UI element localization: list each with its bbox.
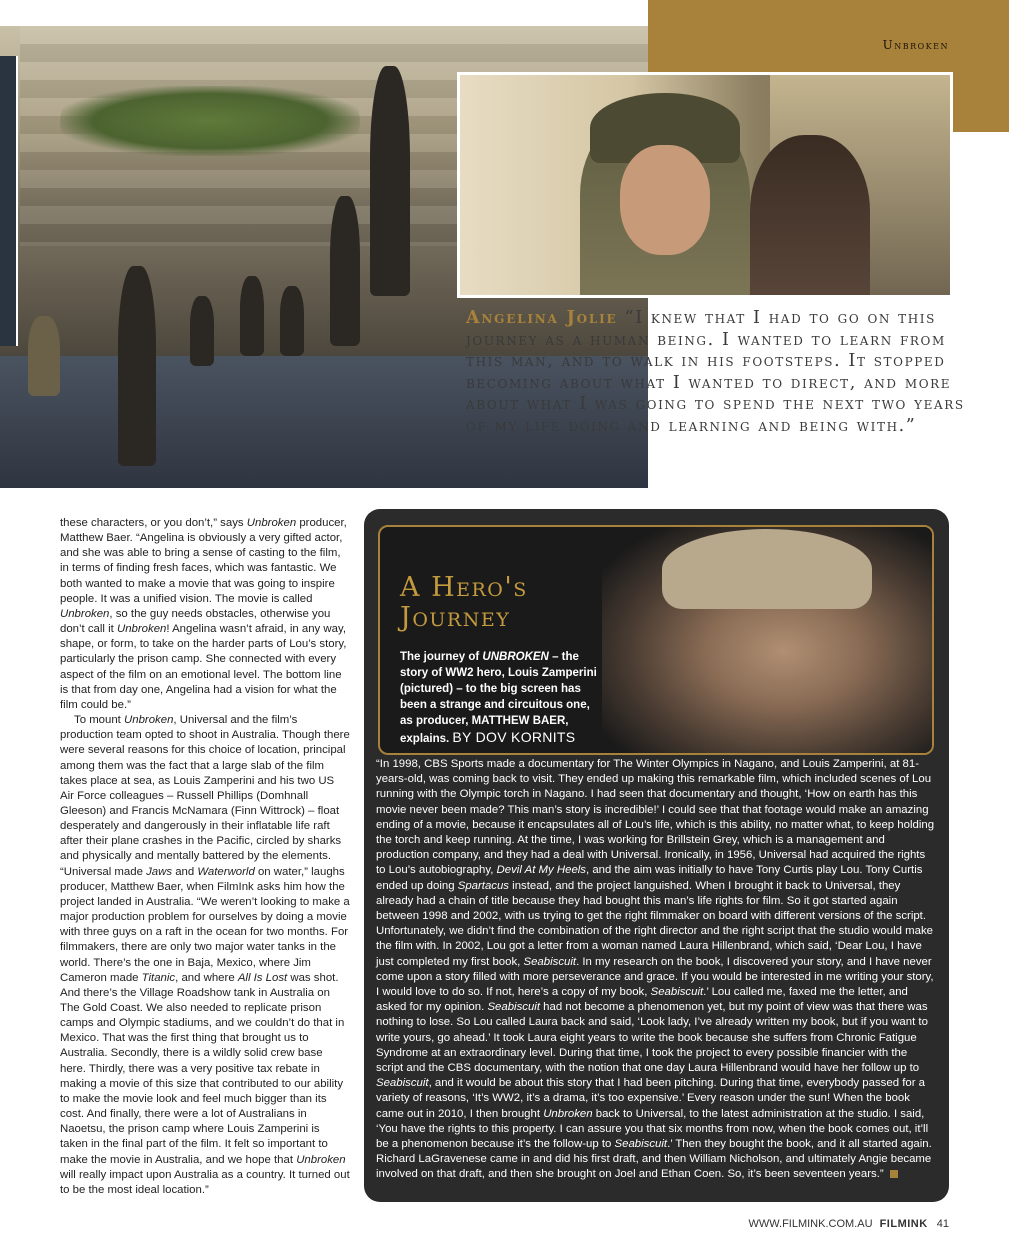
end-mark-icon xyxy=(890,1170,898,1178)
sidebar-box xyxy=(364,509,949,1202)
portrait-photo xyxy=(602,527,932,753)
footer-url[interactable]: WWW.FILMINK.COM.AU xyxy=(748,1218,873,1230)
pull-quote-speaker: Angelina Jolie xyxy=(466,308,618,328)
article-paragraph: these characters, or you don’t,” says Unbroken producer, Matthew Baer. “Angelina is obviously a very gifted actor, and she was able to bring a sense of casting to the film, in terms of finding fresh faces, which was fantastic. We both wanted to make a movie that was going to inspire people. It was a unified vision. The movie is called Unbroken, so the guy needs obstacles, otherwise you don’t call it Unbroken! Angelina wasn’t afraid, in any way, shape, or form, to take on the harder parts of Lou’s story, particularly the prison camp. She connected with every aspect of the film on an emotional level. The bottom line is that from day one, Angelina had a vision for what the film could be.” xyxy=(60,517,347,711)
pull-quote-text: “I knew that I had to go on this journey as a human being. I wanted to learn from this man, and to walk in his footsteps. It stopped becoming about what I wanted to direct, and more about what I was going to spend the next two years of my life doing and learning and being with.” xyxy=(466,308,965,436)
page-number: 41 xyxy=(936,1218,949,1230)
page-footer xyxy=(748,1218,949,1230)
footer-brand: FILMINK xyxy=(879,1218,928,1230)
article-body xyxy=(60,516,350,1198)
sidebar-title: A Hero's Journey xyxy=(400,572,528,633)
inset-photo xyxy=(457,72,953,298)
sidebar-body: “In 1998, CBS Sports made a documentary for The Winter Olympics in Nagano, and Louis Zamperini, at 81-years-old, was coming back to visit. They ended up making this remarkable film, which included scenes of Lou running with the Olympic torch in Nagano. I had seen that documentary and thought, ‘How on earth has this movie never been made? This man’s story is incredible!’ I could see that that footage would make an amazing ending of a movie, because it encapsulates all of Lou’s life, which is this ability, no matter what, to keep holding the torch and keep running. At the time, I was working for Brillstein Grey, which is a management and production company, and they had a deal with Universal. Ironically, in 1956, Universal had acquired the rights to Lou’s autobiography, Devil At My Heels, and the aim was initially to have Tony Curtis play Lou. Tony Curtis ended up doing Spartacus instead, and the project languished. When I brought it back to Universal, they already had a chain of title because they had bought this man’s life rights for film. So it got started again between 1998 and 2002, with us trying to get the right filmmaker on board with different versions of the script. Unfortunately, we didn’t find the combination of the right director and the right script that the studio would make the film with. In 2002, Lou got a letter from a woman named Laura Hillenbrand, which said, ‘Dear Lou, I have just completed my first book, Seabiscuit. In my research on the book, I discovered your story, and I have never come upon a story filled with more perseverance and grace. If you would be interested in me writing your story, I would love to do so. If not, here’s a copy of my book, Seabiscuit.’ Lou called me, faxed me the letter, and asked for my opinion. Seabiscuit had not become a phenomenon yet, but my point of view was that there was nothing to lose. So Lou called Laura back and said, ‘Look lady, I’ve already written my book, but if you want to write yours, go ahead.’ It took Laura eight years to write the book because she suffers from Chronic Fatigue Syndrome at an extraordinary level. During that time, I took the project to every possible financier with the script and the CBS documentary, with the notion that one day Laura Hillenbrand would have her follow up to Seabiscuit, and it would be about this story that I had been pitching. During that time, everybody passed for a variety of reasons, ‘It’s WW2, it’s a drama, it’s too expensive.’ Every reason under the sun! When the book came out in 2010, I then brought Unbroken back to Universal, to the latest administration at the studio. I said, ‘You have the rights to this property. I can assure you that six months from now, when the book comes out, it’ll be a phenomenon because it’s the follow-up to Seabiscuit.’ Then they bought the book, and it all started again. Richard LaGravenese came in and did his first draft, and then William Nicholson, and ultimately Angie became involved on that draft, and then she brought on Joel and Ethan Coen. So, it’s been seventeen years.” xyxy=(376,758,935,1181)
pull-quote xyxy=(466,308,986,437)
section-label: Unbroken xyxy=(882,38,949,52)
sidebar-header xyxy=(378,525,934,755)
article-paragraph: To mount Unbroken, Universal and the film’s production team opted to shoot in Australia. Though there were several reasons for this choice of location, principal among them was the fact that a large slab of the film takes place at sea, as Louis Zamperini and his two US Air Force colleagues – Russell Phillips (Domhnall Gleeson) and Francis McNamara (Finn Wittrock) – float desperately and dangerously in their inflatable life raft after their plane crashes in the Pacific, circled by sharks and physically and mentally battered by the elements. “Universal made Jaws and Waterworld on water,” laughs producer, Matthew Baer, when FilmInk asks him how the project landed in Australia. “We weren’t looking to make a major production problem for ourselves by doing a movie with three guys on a raft in the ocean for two months. For filmmakers, there are only two major water tanks in the world. There’s the one in Baja, Mexico, where Jim Cameron made Titanic, and where All Is Lost was shot. And there’s the Village Roadshow tank in Australia on The Gold Coast. We also needed to replicate prison camps and Olympic stadiums, and we couldn’t do that in Mexico. That was the first thing that brought us to Australia. Secondly, there is a wildly solid crew base here. Thirdly, there was a very positive tax rebate in making a movie of this size that contributed to our ability to make the movie look and feel much bigger than its cost. And finally, there were a lot of Australians in Naoetsu, the prison camp where Louis Zamperini is taken in the final part of the film. It felt so important to make the movie in Australia, and we hope that Unbroken will really impact upon Australia as a country. It turned out to be the most ideal location.” xyxy=(60,714,350,1196)
sidebar-intro: The journey of UNBROKEN – the story of WW2 hero, Louis Zamperini (pictured) – to the big screen has been a strange and circuitous one, as producer, MATTHEW BAER, explains. BY DOV KORNITS xyxy=(400,651,597,745)
byline: BY DOV KORNITS xyxy=(452,729,576,745)
